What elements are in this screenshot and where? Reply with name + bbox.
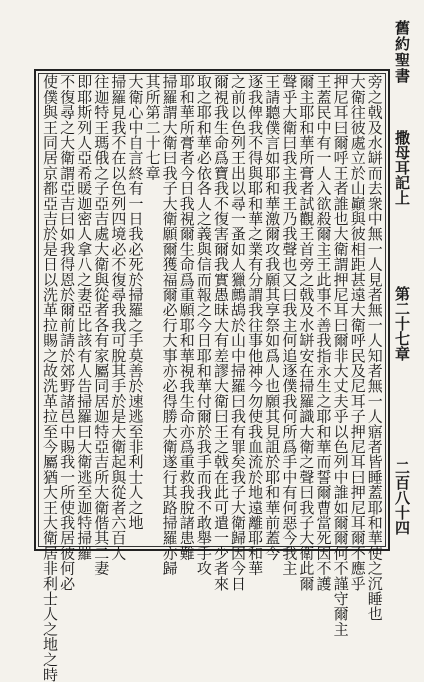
text-column: 其所第二十七章 — [143, 74, 162, 181]
page-number: 二百八十四 — [393, 460, 411, 535]
text-column: 耶和華所膏者今日我視爾生命爲重願耶和華視我生命亦爲重救我脫諸患難 — [177, 74, 196, 561]
chapter-number: 第二十七章 — [393, 286, 411, 361]
chapter-title: 撒母耳記上 — [393, 130, 411, 205]
text-column: 大衛往彼處立於山巓與彼相距甚遠大衛呼民及尼耳子押尼耳曰押尼耳爾不應乎 — [348, 74, 367, 591]
text-column: 之前以色列王出以尋一蚤如人獵鷓鴣於山中掃羅曰我有罪矣我子大衛歸因今日 — [229, 74, 248, 591]
text-column: 掃羅見我不在以色列四境必不復尋我我可脫其手於是大衛起與從者六百人 — [109, 74, 128, 561]
text-column: 逐我俾我不得與耶和華之業有分謂我往事他神今勿使我血流於地遠離耶和華 — [246, 74, 265, 576]
text-column: 聲乎大衛曰我主我王乃我聲也又曰我主何追逐僕我何所爲手中有何惡今我主 — [280, 74, 299, 576]
text-column: 即耶斯列人亞希暖迦密人拿八之妻亞比該有人告掃羅曰大衛逃至迦特掃羅 — [75, 74, 94, 561]
text-column: 王蓋民中有一人入欲殺爾主王此事不善我指永生之耶和華而誓爾曹當死因不護 — [314, 74, 333, 591]
text-column: 不復尋之大衛謂亞吉曰如我得恩於爾前請於郊野諸邑中賜我一所使我居彼何必 — [58, 74, 77, 591]
text-column: 爾視我生命爲寶我不復害爾我實愚昧大有差謬大衛曰王之戟在此可遣一少者來 — [211, 74, 230, 591]
text-column: 爾主耶和華所膏者試觀王首旁之戟及水缾安在掃羅識大衛之聲曰我子大衛此爾 — [297, 74, 316, 591]
text-column: 押尼耳曰爾呼王者誰也大衛謂押尼耳曰爾非大丈夫乎以色列中誰如爾爾何不謹守爾主 — [331, 74, 350, 637]
text-column: 王請聽僕言如耶和華激爾攻我願其享祭如爲人也願其見詛於耶和華前蓋今 — [263, 74, 282, 561]
text-column: 使僕與王同居京都亞吉於是日以洗革拉賜之故洗革拉至今屬猶大王大衛居非利士人之地之時 — [41, 74, 59, 682]
text-column: 取之耶和華必依各人之義與信而報之今日耶和華付爾於我手而我不敢舉手攻 — [194, 74, 213, 576]
text-column: 旁之戟及水缾而去衆中無一人見者無一人知者無一人寤者皆睡蓋耶和華使之沉睡也 — [365, 74, 384, 622]
text-column: 往迦特王瑪俄之子亞吉處大衛與從者各有家屬同居迦特亞吉所大衛偕其二妻 — [92, 74, 111, 576]
book-title: 舊約聖書 — [393, 20, 411, 84]
text-columns — [40, 74, 384, 682]
text-column: 大衛心中自言終有一日我必死於掃羅之手莫善於速逃至非利士人之地 — [126, 74, 145, 530]
text-column: 掃羅謂大衛曰我子大衛願爾獲福爾必行大事亦必得勝大衛遂行其路掃羅亦歸 — [160, 74, 179, 576]
